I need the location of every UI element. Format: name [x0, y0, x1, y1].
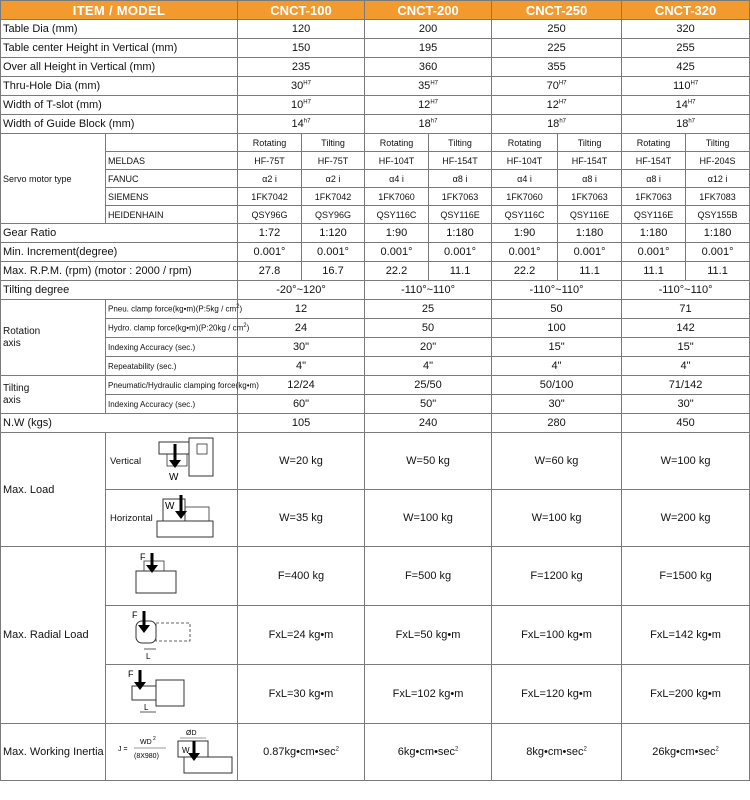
- model-header: CNCT-250: [492, 1, 622, 20]
- cell: QSY116C: [492, 206, 558, 224]
- sub-label: Pneu. clamp force(kg•m)(P:5kg / $cm^2$): [106, 300, 238, 319]
- row-label: Table center Height in Vertical (mm): [1, 39, 238, 58]
- cell: $18^{h7}$: [492, 115, 622, 134]
- cell: 50": [365, 395, 492, 414]
- rotating-label: Rotating: [622, 134, 686, 152]
- cell: FxL=142 kg•m: [622, 606, 750, 665]
- inertia-diagram: [110, 727, 236, 777]
- sub-label: Indexing Accuracy (sec.): [106, 338, 238, 357]
- sub-label: Pneumatic/Hydraulic clamping force(kg•m): [106, 376, 238, 395]
- item-model-header: ITEM / MODEL: [1, 1, 238, 20]
- cell: $18^{h7}$: [622, 115, 750, 134]
- cell: $26kg•cm•\sec^2$: [622, 724, 750, 781]
- l-mark: L: [144, 703, 149, 712]
- overall-height-row: [1, 58, 750, 77]
- tilting-label: Tilting: [686, 134, 750, 152]
- cell: 280: [492, 414, 622, 433]
- cell: W=100 kg: [622, 433, 750, 490]
- cell: $12^{H7}$: [492, 96, 622, 115]
- cell: W=20 kg: [238, 433, 365, 490]
- cell: 240: [365, 414, 492, 433]
- thru-hole-row: [1, 77, 750, 96]
- tilting-degree-row: [1, 281, 750, 300]
- t-slot-row: [1, 96, 750, 115]
- cell: 11.1: [622, 262, 686, 281]
- row-label: Max. R.P.M. (rpm) (motor : 2000 / rpm): [1, 262, 238, 281]
- cell: HF-104T: [365, 152, 429, 170]
- cell: $35^{H7}$: [365, 77, 492, 96]
- cell: -110°~110°: [492, 281, 622, 300]
- cell: HF-75T: [238, 152, 302, 170]
- cell: 27.8: [238, 262, 302, 281]
- cell: 12: [238, 300, 365, 319]
- radial-moment-diagram: [126, 609, 196, 661]
- sub-label: Repeatability (sec.): [106, 357, 238, 376]
- cell: 0.001°: [302, 243, 365, 262]
- cell: α2 i: [302, 170, 365, 188]
- row-label: Thru-Hole Dia (mm): [1, 77, 238, 96]
- w-mark: W: [182, 746, 190, 755]
- cell: 1:180: [558, 224, 622, 243]
- rotation-axis-row: [1, 357, 750, 376]
- cell: QSY116E: [429, 206, 492, 224]
- cell: $6kg•cm•\sec^2$: [365, 724, 492, 781]
- cell: 1FK7063: [558, 188, 622, 206]
- formula-sup: 2: [153, 736, 156, 742]
- cell: 120: [238, 20, 365, 39]
- cell: 425: [622, 58, 750, 77]
- cell: F=1200 kg: [492, 547, 622, 606]
- empty-cell: [106, 134, 238, 152]
- rotation-axis-label: Rotation axis: [1, 300, 106, 376]
- max-load-horizontal-row: [1, 490, 750, 547]
- rotation-axis-row: [1, 300, 750, 319]
- f-mark: F: [132, 610, 138, 620]
- cell: 20": [365, 338, 492, 357]
- model-header: CNCT-100: [238, 1, 365, 20]
- row-label: Gear Ratio: [1, 224, 238, 243]
- cell: FxL=24 kg•m: [238, 606, 365, 665]
- vertical-load-diagram: [141, 436, 223, 486]
- cell: F=1500 kg: [622, 547, 750, 606]
- cell: 1:180: [686, 224, 750, 243]
- cell: 1FK7060: [365, 188, 429, 206]
- table-dia-row: [1, 20, 750, 39]
- cell: 11.1: [558, 262, 622, 281]
- inertia-diagram-cell: [106, 724, 238, 781]
- cell: F=400 kg: [238, 547, 365, 606]
- w-mark: W: [164, 501, 175, 512]
- cell: 142: [622, 319, 750, 338]
- cell: 11.1: [429, 262, 492, 281]
- row-label: Width of Guide Block (mm): [1, 115, 238, 134]
- max-load-vertical-row: [1, 433, 750, 490]
- cell: α4 i: [492, 170, 558, 188]
- cell: QSY96G: [238, 206, 302, 224]
- cell: W=35 kg: [238, 490, 365, 547]
- cell: QSY96G: [302, 206, 365, 224]
- center-height-row: [1, 39, 750, 58]
- max-load-label: Max. Load: [1, 433, 106, 547]
- cell: 150: [238, 39, 365, 58]
- inertia-row: [1, 724, 750, 781]
- cell: HF-154T: [429, 152, 492, 170]
- cell: 1FK7060: [492, 188, 558, 206]
- cell: 60": [238, 395, 365, 414]
- cell: -20°~120°: [238, 281, 365, 300]
- cell: α2 i: [238, 170, 302, 188]
- cell: W=100 kg: [365, 490, 492, 547]
- cell: 195: [365, 39, 492, 58]
- servo-brand-row: [1, 170, 750, 188]
- rotating-label: Rotating: [238, 134, 302, 152]
- cell: 15": [492, 338, 622, 357]
- min-increment-row: [1, 243, 750, 262]
- formula-j: J =: [118, 746, 128, 753]
- cell: 450: [622, 414, 750, 433]
- cell: W=50 kg: [365, 433, 492, 490]
- row-label: Tilting degree: [1, 281, 238, 300]
- cell: 255: [622, 39, 750, 58]
- f-mark: F: [128, 669, 134, 679]
- cell: HF-104T: [492, 152, 558, 170]
- axial-moment-diagram-cell: [106, 665, 238, 724]
- cell: α12 i: [686, 170, 750, 188]
- brand-label: MELDAS: [106, 152, 238, 170]
- tilting-label: Tilting: [558, 134, 622, 152]
- cell: HF-204S: [686, 152, 750, 170]
- rotating-label: Rotating: [365, 134, 429, 152]
- rotation-axis-row: [1, 338, 750, 357]
- cell: 0.001°: [238, 243, 302, 262]
- inertia-label: Max. Working Inertia: [1, 724, 106, 781]
- servo-label: Servo motor type: [1, 134, 106, 224]
- brand-label: HEIDENHAIN: [106, 206, 238, 224]
- cell: 1:180: [622, 224, 686, 243]
- radial-load-row: [1, 547, 750, 606]
- cell: 4": [622, 357, 750, 376]
- cell: 360: [365, 58, 492, 77]
- cell: 0.001°: [558, 243, 622, 262]
- cell: $12^{H7}$: [365, 96, 492, 115]
- radial-diagram-cell: [106, 547, 238, 606]
- max-radial-load-label: Max. Radial Load: [1, 547, 106, 724]
- cell: 0.001°: [622, 243, 686, 262]
- axial-moment-diagram: [126, 668, 196, 720]
- cell: QSY116E: [558, 206, 622, 224]
- cell: 1FK7063: [429, 188, 492, 206]
- cell: 16.7: [302, 262, 365, 281]
- row-label: Width of T-slot (mm): [1, 96, 238, 115]
- cell: α8 i: [429, 170, 492, 188]
- model-header: CNCT-320: [622, 1, 750, 20]
- cell: FxL=200 kg•m: [622, 665, 750, 724]
- gear-ratio-row: [1, 224, 750, 243]
- cell: 25: [365, 300, 492, 319]
- cell: 0.001°: [365, 243, 429, 262]
- cell: 30": [622, 395, 750, 414]
- w-mark: W: [169, 472, 179, 483]
- horizontal-label: Horizontal: [110, 512, 153, 524]
- cell: 30": [492, 395, 622, 414]
- cell: HF-154T: [558, 152, 622, 170]
- cell: α4 i: [365, 170, 429, 188]
- cell: 24: [238, 319, 365, 338]
- cell: F=500 kg: [365, 547, 492, 606]
- cell: -110°~110°: [622, 281, 750, 300]
- cell: 250: [492, 20, 622, 39]
- cell: 1FK7063: [622, 188, 686, 206]
- cell: 71: [622, 300, 750, 319]
- cell: 50: [492, 300, 622, 319]
- cell: HF-75T: [302, 152, 365, 170]
- vertical-label: Vertical: [110, 455, 142, 467]
- cell: 22.2: [365, 262, 429, 281]
- net-weight-row: [1, 414, 750, 433]
- cell: $8kg•cm•\sec^2$: [492, 724, 622, 781]
- cell: 1:180: [429, 224, 492, 243]
- cell: 0.001°: [492, 243, 558, 262]
- tilting-axis-row: [1, 376, 750, 395]
- cell: W=100 kg: [492, 490, 622, 547]
- cell: $70^{H7}$: [492, 77, 622, 96]
- horizontal-load-diagram: [153, 493, 219, 543]
- cell: 11.1: [686, 262, 750, 281]
- tilting-label: Tilting: [429, 134, 492, 152]
- cell: 22.2: [492, 262, 558, 281]
- rotation-axis-row: [1, 319, 750, 338]
- cell: 355: [492, 58, 622, 77]
- cell: $0.87kg•cm•\sec^2$: [238, 724, 365, 781]
- cell: 4": [492, 357, 622, 376]
- cell: 1FK7083: [686, 188, 750, 206]
- cell: α8 i: [622, 170, 686, 188]
- row-label: Min. Increment(degree): [1, 243, 238, 262]
- rotating-label: Rotating: [492, 134, 558, 152]
- tilting-axis-label: Tilting axis: [1, 376, 106, 414]
- servo-brand-row: [1, 188, 750, 206]
- cell: 0.001°: [686, 243, 750, 262]
- cell: 1:72: [238, 224, 302, 243]
- radial-moment-diagram-cell: [106, 606, 238, 665]
- cell: α8 i: [558, 170, 622, 188]
- cell: FxL=100 kg•m: [492, 606, 622, 665]
- cell: $30^{H7}$: [238, 77, 365, 96]
- cell: $10^{H7}$: [238, 96, 365, 115]
- cell: 320: [622, 20, 750, 39]
- tilting-axis-row: [1, 395, 750, 414]
- cell: 105: [238, 414, 365, 433]
- cell: W=60 kg: [492, 433, 622, 490]
- cell: 4": [238, 357, 365, 376]
- formula-num: WD: [140, 739, 152, 746]
- radial-load-diagram: [130, 551, 190, 601]
- cell: 50/100: [492, 376, 622, 395]
- f-mark: F: [140, 552, 146, 562]
- cell: 4": [365, 357, 492, 376]
- axial-moment-row: [1, 665, 750, 724]
- cell: 71/142: [622, 376, 750, 395]
- cell: -110°~110°: [365, 281, 492, 300]
- cell: $18^{h7}$: [365, 115, 492, 134]
- cell: 1FK7042: [302, 188, 365, 206]
- cell: 25/50: [365, 376, 492, 395]
- cell: 0.001°: [429, 243, 492, 262]
- cell: QSY155B: [686, 206, 750, 224]
- cell: $14^{H7}$: [622, 96, 750, 115]
- formula-den: (8X980): [134, 753, 159, 760]
- servo-subheader-row: [1, 134, 750, 152]
- header-row: [1, 1, 750, 20]
- horizontal-diagram-cell: [106, 490, 238, 547]
- brand-label: SIEMENS: [106, 188, 238, 206]
- row-label: N.W (kgs): [1, 414, 238, 433]
- cell: 1:120: [302, 224, 365, 243]
- sub-label: Indexing Accuracy (sec.): [106, 395, 238, 414]
- cell: 200: [365, 20, 492, 39]
- cell: FxL=30 kg•m: [238, 665, 365, 724]
- cell: $110^{H7}$: [622, 77, 750, 96]
- servo-brand-row: [1, 206, 750, 224]
- cell: W=200 kg: [622, 490, 750, 547]
- cell: QSY116C: [365, 206, 429, 224]
- sub-label: Hydro. clamp force(kg•m)(P:20kg / $cm^2$): [106, 319, 238, 338]
- cell: FxL=102 kg•m: [365, 665, 492, 724]
- vertical-diagram-cell: [106, 433, 238, 490]
- cell: 30": [238, 338, 365, 357]
- d-mark: ØD: [186, 730, 197, 737]
- cell: FxL=120 kg•m: [492, 665, 622, 724]
- cell: FxL=50 kg•m: [365, 606, 492, 665]
- max-rpm-row: [1, 262, 750, 281]
- guide-block-row: [1, 115, 750, 134]
- cell: 235: [238, 58, 365, 77]
- cell: $14^{h7}$: [238, 115, 365, 134]
- cell: HF-154T: [622, 152, 686, 170]
- brand-label: FANUC: [106, 170, 238, 188]
- cell: 100: [492, 319, 622, 338]
- model-header: CNCT-200: [365, 1, 492, 20]
- cell: 15": [622, 338, 750, 357]
- servo-brand-row: [1, 152, 750, 170]
- row-label: Over all Height in Vertical (mm): [1, 58, 238, 77]
- cell: 1FK7042: [238, 188, 302, 206]
- cell: 12/24: [238, 376, 365, 395]
- cell: 225: [492, 39, 622, 58]
- cell: 1:90: [365, 224, 429, 243]
- row-label: Table Dia (mm): [1, 20, 238, 39]
- l-mark: L: [146, 652, 151, 661]
- cell: QSY116E: [622, 206, 686, 224]
- cell: 50: [365, 319, 492, 338]
- tilting-label: Tilting: [302, 134, 365, 152]
- radial-moment-row: [1, 606, 750, 665]
- cell: 1:90: [492, 224, 558, 243]
